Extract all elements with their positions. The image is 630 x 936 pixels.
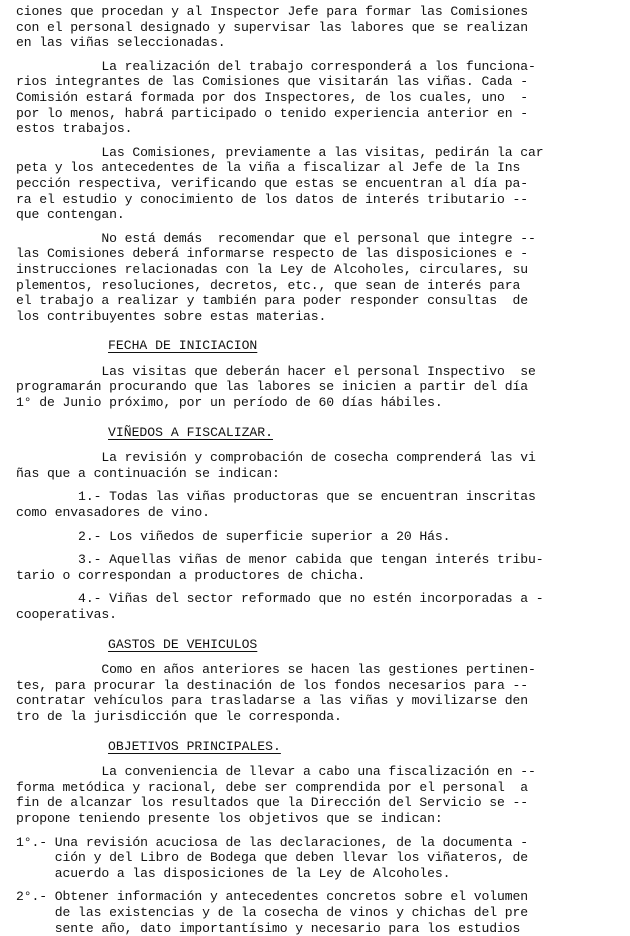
text-line: Comisión estará formada por dos Inspectores, de los cuales, uno -	[16, 90, 618, 106]
paragraph	[16, 764, 618, 826]
text-line: estos trabajos.	[16, 121, 618, 137]
text-line: tro de la jurisdicción que le corresponda.	[16, 709, 618, 725]
text-line: programarán procurando que las labores se inicien a partir del día	[16, 379, 618, 395]
section-heading: FECHA DE INICIACION	[108, 338, 257, 354]
text-line: el trabajo a realizar y también para poder responder consultas de	[16, 293, 618, 309]
text-line: propone teniendo presente los objetivos que se indican:	[16, 811, 618, 827]
text-line: No está demás recomendar que el personal que integre --	[16, 231, 618, 247]
text-line: 2.- Los viñedos de superficie superior a 20 Hás.	[16, 529, 618, 545]
text-line: 4.- Viñas del sector reformado que no estén incorporadas a -	[16, 591, 618, 607]
text-line: La revisión y comprobación de cosecha comprenderá las vi	[16, 450, 618, 466]
text-line: forma metódica y racional, debe ser comprendida por el personal a	[16, 780, 618, 796]
paragraph	[16, 889, 618, 936]
paragraph	[16, 450, 618, 481]
paragraph	[16, 662, 618, 724]
text-line: con el personal designado y supervisar las labores que se realizan	[16, 20, 618, 36]
text-line: 1.- Todas las viñas productoras que se encuentran inscritas	[16, 489, 618, 505]
paragraph	[16, 4, 618, 51]
paragraph	[16, 145, 618, 223]
paragraph	[16, 552, 618, 583]
text-line: 2°.- Obtener información y antecedentes concretos sobre el volumen	[16, 889, 618, 905]
text-line: tes, para procurar la destinación de los fondos necesarios para --	[16, 678, 618, 694]
text-line: 1°.- Una revisión acuciosa de las declaraciones, de la documenta -	[16, 835, 618, 851]
text-line: acuerdo a las disposiciones de la Ley de Alcoholes.	[16, 866, 618, 882]
text-line: pección respectiva, verificando que estas se encuentran al día pa-	[16, 176, 618, 192]
paragraph	[16, 59, 618, 137]
text-line: que contengan.	[16, 207, 618, 223]
paragraph	[16, 529, 618, 545]
text-line: peta y los antecedentes de la viña a fiscalizar al Jefe de la Ins	[16, 160, 618, 176]
text-line: La realización del trabajo corresponderá a los funciona-	[16, 59, 618, 75]
text-line: Las visitas que deberán hacer el personal Inspectivo se	[16, 364, 618, 380]
text-line: rios integrantes de las Comisiones que visitarán las viñas. Cada -	[16, 74, 618, 90]
text-line: Las Comisiones, previamente a las visitas, pedirán la car	[16, 145, 618, 161]
section-heading-wrap	[16, 332, 618, 364]
paragraph	[16, 591, 618, 622]
text-line: en las viñas seleccionadas.	[16, 35, 618, 51]
text-line: como envasadores de vino.	[16, 505, 618, 521]
text-line: ñas que a continuación se indican:	[16, 466, 618, 482]
section-heading-wrap	[16, 631, 618, 663]
paragraph	[16, 364, 618, 411]
text-line: La conveniencia de llevar a cabo una fiscalización en --	[16, 764, 618, 780]
text-line: 1° de Junio próximo, por un período de 60 días hábiles.	[16, 395, 618, 411]
text-line: de las existencias y de la cosecha de vinos y chichas del pre	[16, 905, 618, 921]
paragraph	[16, 231, 618, 325]
paragraph	[16, 835, 618, 882]
section-heading: OBJETIVOS PRINCIPALES.	[108, 739, 281, 755]
text-line: sente año, dato importantísimo y necesario para los estudios	[16, 921, 618, 936]
text-line: plementos, resoluciones, decretos, etc., que sean de interés para	[16, 278, 618, 294]
section-heading-wrap	[16, 733, 618, 765]
text-line: ra el estudio y conocimiento de los datos de interés tributario --	[16, 192, 618, 208]
text-line: 3.- Aquellas viñas de menor cabida que tengan interés tribu-	[16, 552, 618, 568]
text-line: cooperativas.	[16, 607, 618, 623]
text-line: los contribuyentes sobre estas materias.	[16, 309, 618, 325]
text-line: por lo menos, habrá participado o tenido experiencia anterior en -	[16, 106, 618, 122]
text-line: contratar vehículos para trasladarse a las viñas y movilizarse den	[16, 693, 618, 709]
text-line: fin de alcanzar los resultados que la Dirección del Servicio se --	[16, 795, 618, 811]
text-line: ciones que procedan y al Inspector Jefe para formar las Comisiones	[16, 4, 618, 20]
section-heading: VIÑEDOS A FISCALIZAR.	[108, 425, 273, 441]
paragraph	[16, 489, 618, 520]
text-line: ción y del Libro de Bodega que deben llevar los viñateros, de	[16, 850, 618, 866]
text-line: instrucciones relacionadas con la Ley de Alcoholes, circulares, su	[16, 262, 618, 278]
text-line: Como en años anteriores se hacen las gestiones pertinen-	[16, 662, 618, 678]
section-heading-wrap	[16, 419, 618, 451]
text-line: tario o correspondan a productores de chicha.	[16, 568, 618, 584]
section-heading: GASTOS DE VEHICULOS	[108, 637, 257, 653]
text-line: las Comisiones deberá informarse respecto de las disposiciones e -	[16, 246, 618, 262]
